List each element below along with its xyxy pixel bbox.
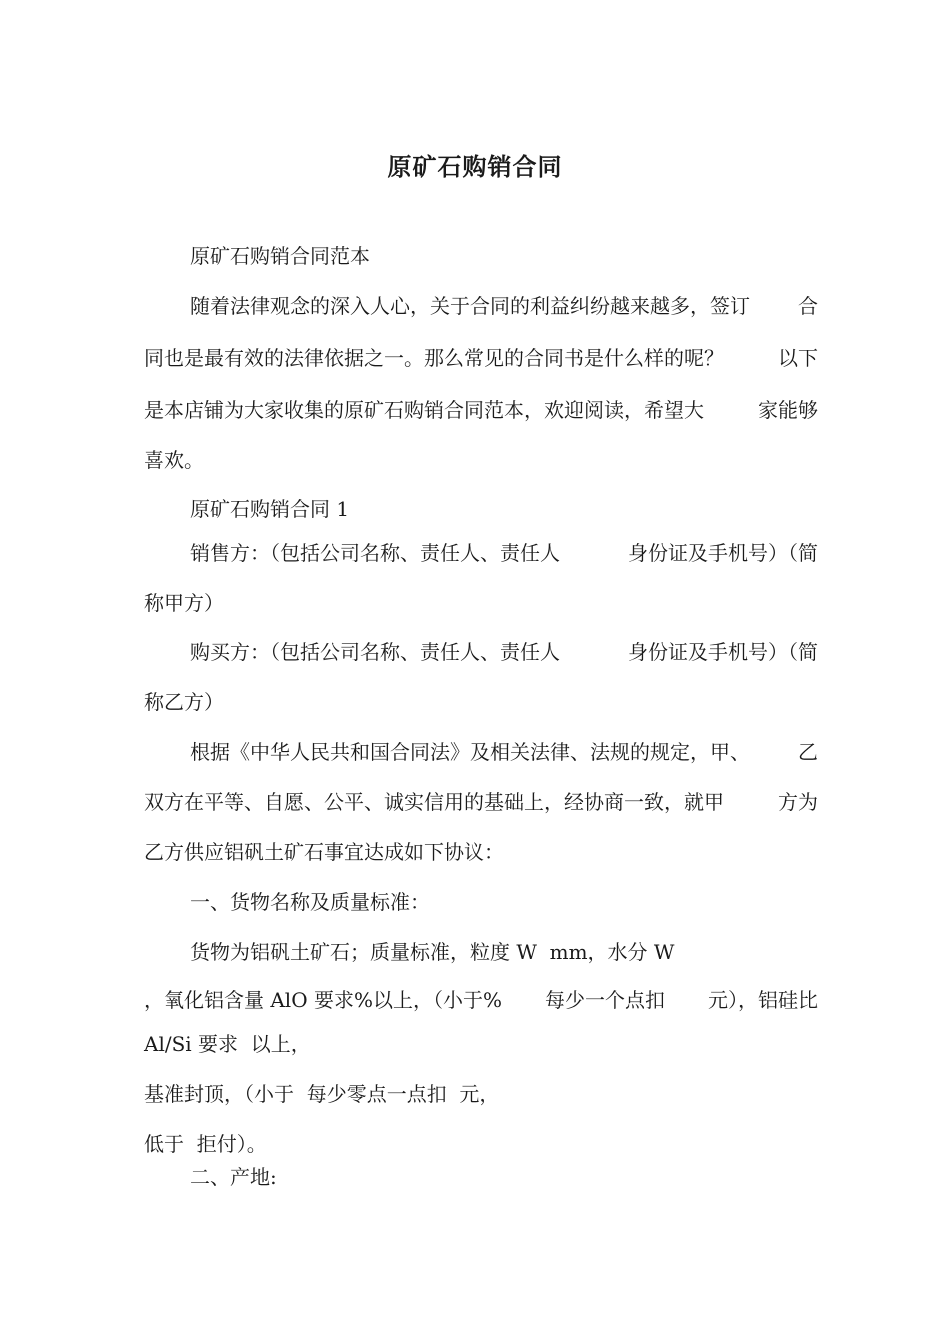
intro-line-2-text: 同也是最有效的法律依据之一。那么常见的合同书是什么样的呢？	[144, 346, 724, 370]
basis-line-2-text: 双方在平等、自愿、公平、诚实信用的基础上，经协商一致，就甲	[144, 790, 724, 814]
goods-line-2	[144, 986, 818, 1014]
seller-line-2: 称甲方）	[144, 591, 224, 615]
intro-line-3-text: 是本店铺为大家收集的原矿石购销合同范本，欢迎阅读，希望大	[144, 398, 704, 422]
seller-line-1	[190, 539, 818, 567]
buyer-line-2: 称乙方）	[144, 690, 224, 714]
goods-line-4: 基准封顶，（小于 每少零点一点扣 元，	[144, 1082, 500, 1106]
basis-line-3: 乙方供应铝矾土矿石事宜达成如下协议：	[144, 840, 504, 864]
goods-line-3: Al/Si 要求 以上，	[144, 1032, 311, 1056]
intro-line-4: 喜欢。	[144, 448, 204, 472]
intro-line-3	[144, 396, 818, 424]
basis-line-2-tail: 方为	[778, 790, 818, 814]
goods-line-1: 货物为铝矾土矿石；质量标准，粒度 W mm，水分 W	[190, 940, 675, 964]
basis-line-1-text: 根据《中华人民共和国合同法》及相关法律、法规的规定，甲、	[190, 740, 750, 764]
intro-line-3-tail: 家能够	[758, 398, 818, 422]
section-2-heading: 二、产地:	[190, 1165, 277, 1189]
buyer-line-1-tail: 身份证及手机号）（简	[628, 640, 818, 664]
goods-line-2-part-3: 元），铝硅比	[708, 988, 818, 1012]
intro-line-2	[144, 344, 818, 372]
basis-line-1	[190, 738, 818, 766]
goods-line-2-part-1: ，氧化铝含量 AlO 要求%以上，（小于%	[144, 988, 502, 1012]
intro-line-2-tail: 以下	[778, 346, 818, 370]
intro-line-1-text: 随着法律观念的深入人心，关于合同的利益纠纷越来越多，签订	[190, 294, 750, 318]
basis-line-2	[144, 788, 818, 816]
contract-heading-1: 原矿石购销合同 1	[190, 497, 350, 521]
buyer-line-1	[190, 638, 818, 666]
intro-line-1	[190, 292, 818, 320]
seller-line-1-tail: 身份证及手机号）（简	[628, 541, 818, 565]
goods-line-2-part-2: 每少一个点扣	[544, 988, 665, 1012]
basis-line-1-tail: 乙	[798, 740, 818, 764]
intro-line-1-tail: 合	[798, 294, 818, 318]
template-heading: 原矿石购销合同范本	[190, 244, 370, 268]
document-title: 原矿石购销合同	[387, 152, 563, 181]
section-1-heading: 一、货物名称及质量标准：	[190, 890, 430, 914]
goods-line-5: 低于 拒付）。	[144, 1132, 267, 1156]
seller-line-1-text: 销售方：（包括公司名称、责任人、责任人	[190, 541, 560, 565]
buyer-line-1-text: 购买方：（包括公司名称、责任人、责任人	[190, 640, 560, 664]
